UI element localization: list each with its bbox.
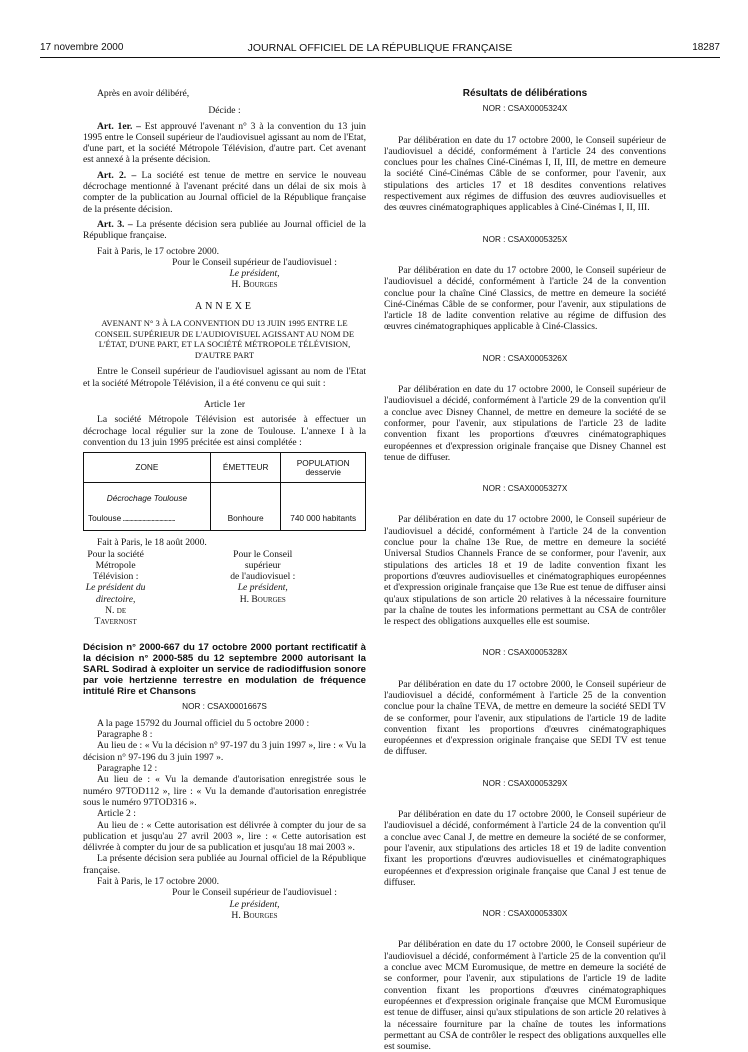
article-2-label: Article 2 : xyxy=(97,808,136,820)
art3-text: La présente décision sera publiée au Journal officiel de la République française. xyxy=(83,218,366,242)
sig1-name: H. Bourges xyxy=(231,279,278,291)
sigB-line2: de l'audiovisuel : xyxy=(230,571,296,583)
deliberation-7: Par délibération en date du 17 octobre 2000, le Conseil supérieur de l'audiovisuel a décidé, conformément à l'article 25 de la convention qu'il a conclue avec MCM Euromusique, de mettre en demeure la société de se conformer, pour l'avenir, aux stipulations de l'article 19 de ladite convention fixant les proportions d'œuvres cinématographiques européennes et d'expression originale française que MCM Euromusique est tenue de diffuser, ainsi qu'aux stipulations de son article 20 relatives à la nécessaire fourniture par la chaîne de toutes les informations permettant au CSA de contrôler le respect des obligations auxquelles elle est soumise. xyxy=(384,939,666,1052)
art1-label: Art. 1er. – xyxy=(97,120,141,132)
sigA-role: Le président du directoire, xyxy=(85,582,146,605)
fait-a-paris-3: Fait à Paris, le 17 octobre 2000. xyxy=(97,876,220,888)
header-date: 17 novembre 2000 xyxy=(40,42,124,53)
paragraph-12-label: Paragraphe 12 : xyxy=(97,763,158,775)
paragraph-12-text: Au lieu de : « Vu la demande d'autorisation enregistrée sous le numéro 97TOD112 », lire : « Vu la demande d'autorisation enregistrée sous le numéro 97TOD316 ». xyxy=(83,774,366,808)
sig3-role: Le président, xyxy=(229,898,280,910)
paragraph-8-label: Paragraphe 8 : xyxy=(97,729,153,741)
sigB-name: H. Bourges xyxy=(239,593,286,605)
sigB-role: Le président, xyxy=(237,582,288,594)
th-population-2: desservie xyxy=(305,466,341,477)
decision-nor: NOR : CSAX0001667S xyxy=(182,701,267,711)
sig3-for: Pour le Conseil supérieur de l'audiovisuel : xyxy=(172,887,337,899)
header-rule xyxy=(40,57,720,58)
deliberation-1: Par délibération en date du 17 octobre 2000, le Conseil supérieur de l'audiovisuel a décidé, conformément à l'article 24 des conventions conclues pour les chaînes Ciné-Cinémas I, II, III, de mettre en demeure la société Ciné-Cinémas Câble de se conformer, pour l'avenir, aux stipulations des articles 17 et 18 desdites conventions relatives respectivement aux régimes de diffusion des œuvres audiovisuelles et des œuvres cinématographiques applicables à Ciné-Cinémas I, II, III. xyxy=(384,134,666,214)
article-1 xyxy=(83,121,366,166)
deliberation-4: Par délibération en date du 17 octobre 2000, le Conseil supérieur de l'audiovisuel a décidé, conformément à l'article 24 de la convention conclue pour la chaîne 13e Rue, de mettre en demeure la société Universal Studios Channels France de se conformer, pour l'avenir, aux stipulations des articles 18 et 19 de ladite convention fixant les proportions d'œuvres audiovisuelles et cinématographiques européennes et d'expression originale française que 13e Rue est tenue de diffuser ainsi qu'aux stipulations de son article 20 relatives à la nécessaire fourniture par la chaîne de toutes les informations permettant au CSA de contrôler le respect des obligations auxquelles elle est soumise. xyxy=(384,514,666,628)
td-emetteur: Bonhoure xyxy=(210,483,281,531)
art2-text: La société est tenue de mettre en service le nouveau décrochage mentionné à l'avenant précité dans un délai de six mois à compter de la publication au Journal officiel de la République française de la présente décision. xyxy=(83,169,366,215)
apres-text: Après en avoir délibéré, xyxy=(97,88,190,99)
signature-block-2 xyxy=(83,549,366,628)
table-header-row xyxy=(84,453,366,483)
a-la-page: A la page 15792 du Journal officiel du 5 octobre 2000 : xyxy=(97,717,310,729)
sigA-line2: Métropole Télévision : xyxy=(92,559,139,583)
signature-block-1 xyxy=(143,257,366,291)
left-column xyxy=(83,88,366,921)
th-zone: ZONE xyxy=(84,453,211,483)
art3-label: Art. 3. – xyxy=(97,218,133,230)
nor-5325: NOR : CSAX0005325X xyxy=(482,234,568,244)
paragraph-8-text: Au lieu de : « Vu la décision n° 97-197 du 3 juin 1997 », lire : « Vu la décision n° 97-196 du 3 juin 1997 ». xyxy=(83,740,366,763)
results-title: Résultats de délibérations xyxy=(462,88,588,99)
signature-block-3 xyxy=(143,887,366,921)
sigB-line1: Pour le Conseil supérieur xyxy=(233,548,293,571)
nor-5329: NOR : CSAX0005329X xyxy=(482,778,568,788)
td-row-title: Décrochage Toulouse xyxy=(106,492,188,503)
sig-csa xyxy=(230,549,366,628)
art2-label: Art. 2. – xyxy=(97,169,137,181)
sigA-line1: Pour la société xyxy=(87,548,144,560)
th-population xyxy=(281,453,366,483)
right-column xyxy=(384,88,666,1052)
article-1er-heading: Article 1er xyxy=(203,399,246,411)
sig1-role: Le président, xyxy=(229,268,280,280)
sig-metropole xyxy=(83,549,219,628)
nor-5330: NOR : CSAX0005330X xyxy=(482,909,568,919)
art1-text: Est approuvé l'avenant n° 3 à la convention du 13 juin 1995 entre le Conseil supérieur de l'audiovisuel agissant au nom de l'Etat, d'une part, et la société Métropole Télévision, d'autre part. Cet avenant est annexé à la présente décision. xyxy=(83,120,366,166)
header-page-number: 18287 xyxy=(692,42,720,53)
th-population-1: POPULATION xyxy=(296,457,350,468)
decision-title: Décision n° 2000-667 du 17 octobre 2000 portant rectificatif à la décision n° 2000-585 du 12 septembre 2000 autorisant la SARL Sodirad à exploiter un service de radiodiffusion sonore par voie hertzienne terrestre en modulation de fréquence intitulé Rire et Chansons xyxy=(83,641,366,697)
page-header xyxy=(40,42,720,56)
annexe-heading: ANNEXE xyxy=(194,300,255,312)
decide-text: Décide : xyxy=(208,105,241,117)
td-zone-name: Toulouse ........................................ xyxy=(88,512,175,523)
nor-5326: NOR : CSAX0005326X xyxy=(482,353,568,363)
fait-a-paris-2: Fait à Paris, le 18 août 2000. xyxy=(97,537,207,549)
sig3-name: H. Bourges xyxy=(231,909,278,921)
td-population: 740 000 habitants xyxy=(281,483,366,531)
deliberation-5: Par délibération en date du 17 octobre 2000, le Conseil supérieur de l'audiovisuel a décidé, conformément à l'article 25 de la convention conclue pour la chaîne TEVA, de mettre en demeure la société SEDI TV de se conformer, pour l'avenir, aux stipulations de l'article 19 de ladite convention fixant les proportions d'œuvres cinématographiques européennes et d'expression originale française que SEDI TV est tenue de diffuser. xyxy=(384,678,666,758)
sig1-for: Pour le Conseil supérieur de l'audiovisuel : xyxy=(172,256,337,268)
fait-a-paris-1: Fait à Paris, le 17 octobre 2000. xyxy=(97,245,220,257)
deliberation-3: Par délibération en date du 17 octobre 2000, le Conseil supérieur de l'audiovisuel a décidé, conformément à l'article 29 de la convention qu'il a conclue avec Disney Channel, de mettre en demeure la société de se conformer, pour l'avenir, aux stipulations de l'article 23 de ladite convention fixant les proportions d'œuvres cinématographiques européennes et d'expression originale française que Disney Channel est tenue de diffuser. xyxy=(384,384,666,463)
nor-5324: NOR : CSAX0005324X xyxy=(482,104,568,114)
td-zone xyxy=(84,483,211,531)
avenant-heading: AVENANT N° 3 À LA CONVENTION DU 13 JUIN 1995 ENTRE LE CONSEIL SUPÉRIEUR DE L'AUDIOVISUEL AGISSANT AU NOM DE L'ÉTAT, D'UNE PART, ET LA SOCIÉTÉ MÉTROPOLE TÉLÉVISION, D'AUTRE PART xyxy=(94,318,355,360)
article-2 xyxy=(83,170,366,215)
header-journal-title: JOURNAL OFFICIEL DE LA RÉPUBLIQUE FRANÇAISE xyxy=(247,42,513,54)
nor-5328: NOR : CSAX0005328X xyxy=(482,648,568,658)
publiee-text: La présente décision sera publiée au Journal officiel de la République française. xyxy=(83,853,366,876)
deliberation-6: Par délibération en date du 17 octobre 2000, le Conseil supérieur de l'audiovisuel a décidé, conformément à l'article 24 de la convention qu'il a conclue avec Canal J, de mettre en demeure la société de se conformer, pour l'avenir, aux stipulations des articles 18 et 19 de ladite convention fixant les proportions d'œuvres audiovisuelles et cinématographiques européennes et d'expression originale française que Canal J est tenue de diffuser. xyxy=(384,809,666,888)
article-3 xyxy=(83,219,366,242)
article-2-text: Au lieu de : « Cette autorisation est délivrée à compter du jour de sa publication et jusqu'au 27 avril 2003 », lire : « Cette autorisation est délivrée à compter du jour de sa publication et jusqu'au 18 mai 2003 ». xyxy=(83,819,366,854)
table-row xyxy=(84,483,366,531)
th-emetteur: ÉMETTEUR xyxy=(210,453,281,483)
nor-5327: NOR : CSAX0005327X xyxy=(482,484,568,494)
article-1er-text: La société Métropole Télévision est autorisée à effectuer un décrochage local régulier sur la zone de Toulouse. L'annexe I à la convention du 13 juin 1995 précitée est ainsi complétée : xyxy=(83,414,366,448)
population-table xyxy=(83,452,366,531)
deliberation-2: Par délibération en date du 17 octobre 2000, le Conseil supérieur de l'audiovisuel a décidé, conformément à l'article 24 de la convention conclue pour la chaîne Ciné Classics, de mettre en demeure la société Ciné-Cinémas Câble de se conformer, pour l'avenir, aux stipulations de l'article 18 de ladite convention relative au régime de diffusion des œuvres cinématographiques applicable à Ciné-Classics. xyxy=(384,264,666,333)
entre-text: Entre le Conseil supérieur de l'audiovisuel agissant au nom de l'Etat et la société Métropole Télévision, il a été convenu ce qui suit : xyxy=(83,366,366,389)
sigA-name: N. de Tavernost xyxy=(94,604,137,628)
